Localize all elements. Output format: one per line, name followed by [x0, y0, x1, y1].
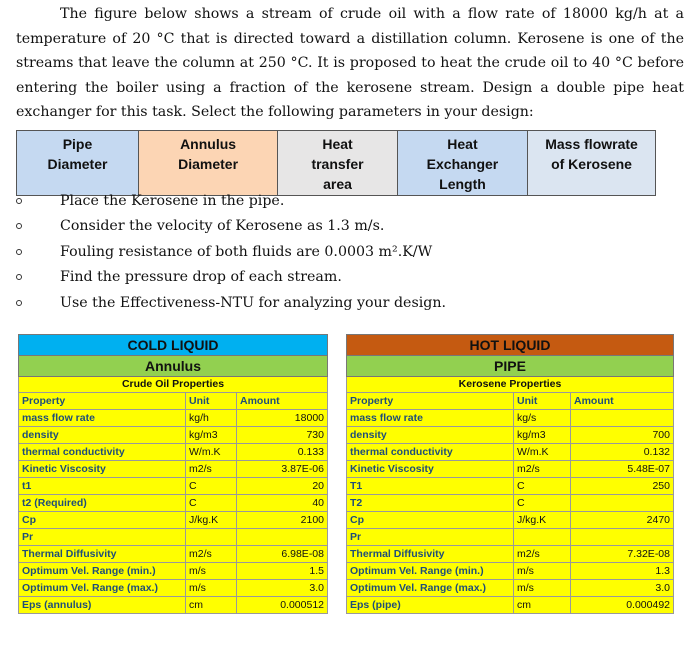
- table-row: [19, 410, 328, 427]
- cell-amount: 3.0: [237, 580, 328, 597]
- cell-property: density: [19, 427, 186, 444]
- cell-property: Thermal Diffusivity: [347, 546, 514, 563]
- cell-property: mass flow rate: [347, 410, 514, 427]
- table-row: [347, 495, 674, 512]
- cell-property: Kinetic Viscosity: [347, 461, 514, 478]
- header-property: Property: [19, 393, 186, 410]
- cell-unit: C: [514, 495, 571, 512]
- param-line: Diameter: [178, 156, 239, 172]
- cell-unit: J/kg.K: [514, 512, 571, 529]
- header-amount: Amount: [237, 393, 328, 410]
- param-heat-transfer-area: [278, 131, 398, 196]
- list-item-text: Consider the velocity of Kerosene as 1.3 m/s.: [60, 218, 385, 235]
- param-annulus-diameter: [139, 131, 278, 196]
- param-line: Length: [439, 176, 486, 192]
- problem-text: The figure below shows a stream of crude oil with a flow rate of 18000 kg/h at a temperature of 20 °C that is directed toward a distillation column. Kerosene is one of the streams that leave the column at 250 °C. It is proposed to heat the crude oil to 40 °C before entering the boiler using a fraction of the kerosene stream. Design a double pipe heat exchanger for this task. Select the following parameters in your design:: [16, 6, 684, 121]
- cold-props-heading: Crude Oil Properties: [19, 377, 328, 393]
- cell-property: mass flow rate: [19, 410, 186, 427]
- param-line: Exchanger: [426, 156, 499, 172]
- list-item: [16, 191, 686, 216]
- instructions-list: [16, 191, 686, 318]
- hot-props-heading: Kerosene Properties: [347, 377, 674, 393]
- cell-property: Thermal Diffusivity: [19, 546, 186, 563]
- cell-property: density: [347, 427, 514, 444]
- cell-unit: C: [186, 495, 237, 512]
- cell-property: Cp: [19, 512, 186, 529]
- bullet-icon: [16, 249, 22, 255]
- list-item: [16, 216, 686, 241]
- list-item-text: Place the Kerosene in the pipe.: [60, 193, 285, 209]
- header-unit: Unit: [514, 393, 571, 410]
- table-row: [347, 478, 674, 495]
- bullet-icon: [16, 300, 22, 306]
- param-line: Pipe: [62, 136, 93, 152]
- cell-property: T1: [347, 478, 514, 495]
- table-row: [19, 580, 328, 597]
- param-line: area: [323, 176, 352, 192]
- table-row: [19, 444, 328, 461]
- cell-property: Optimum Vel. Range (max.): [347, 580, 514, 597]
- cell-amount: 2100: [237, 512, 328, 529]
- list-item: [16, 242, 686, 267]
- cell-property: Optimum Vel. Range (min.): [19, 563, 186, 580]
- cell-unit: cm: [514, 597, 571, 614]
- table-row: [19, 427, 328, 444]
- cell-unit: m2/s: [514, 461, 571, 478]
- cell-unit: C: [186, 478, 237, 495]
- header-property: Property: [347, 393, 514, 410]
- table-row: [347, 529, 674, 546]
- cell-amount: [571, 529, 674, 546]
- table-row: [19, 478, 328, 495]
- cell-unit: W/m.K: [514, 444, 571, 461]
- cell-amount: 730: [237, 427, 328, 444]
- bullet-icon: [16, 274, 22, 280]
- cell-unit: m2/s: [186, 546, 237, 563]
- cell-unit: [514, 529, 571, 546]
- table-row: [19, 597, 328, 614]
- cell-amount: [571, 410, 674, 427]
- cell-property: Cp: [347, 512, 514, 529]
- param-pipe-diameter: [17, 131, 139, 196]
- cell-unit: m/s: [514, 563, 571, 580]
- table-row: [19, 529, 328, 546]
- param-line: Heat: [447, 136, 478, 152]
- bullet-icon: [16, 223, 22, 229]
- cell-amount: [571, 495, 674, 512]
- cell-property: Pr: [347, 529, 514, 546]
- list-item: [16, 267, 686, 292]
- cell-property: Eps (annulus): [19, 597, 186, 614]
- cell-amount: 700: [571, 427, 674, 444]
- cold-title: COLD LIQUID: [19, 335, 328, 356]
- cell-unit: m/s: [514, 580, 571, 597]
- cell-unit: kg/m3: [514, 427, 571, 444]
- cell-amount: 0.132: [571, 444, 674, 461]
- cell-amount: 20: [237, 478, 328, 495]
- table-row: [347, 546, 674, 563]
- cell-unit: m2/s: [514, 546, 571, 563]
- cell-amount: 40: [237, 495, 328, 512]
- hot-title: HOT LIQUID: [347, 335, 674, 356]
- cell-unit: kg/s: [514, 410, 571, 427]
- cell-unit: m/s: [186, 580, 237, 597]
- cell-amount: [237, 529, 328, 546]
- cell-amount: 1.5: [237, 563, 328, 580]
- cell-amount: 3.87E-06: [237, 461, 328, 478]
- cell-amount: 2470: [571, 512, 674, 529]
- cell-property: Optimum Vel. Range (min.): [347, 563, 514, 580]
- param-line: of Kerosene: [551, 156, 632, 172]
- param-kerosene-flowrate: [528, 131, 656, 196]
- table-row: [19, 495, 328, 512]
- cell-amount: 0.133: [237, 444, 328, 461]
- cell-property: Pr: [19, 529, 186, 546]
- cell-property: T2: [347, 495, 514, 512]
- cell-unit: kg/m3: [186, 427, 237, 444]
- table-row: [347, 410, 674, 427]
- list-item-text: Use the Effectiveness-NTU for analyzing your design.: [60, 294, 446, 311]
- table-row: [19, 512, 328, 529]
- param-line: Heat: [322, 136, 353, 152]
- cell-property: thermal conductivity: [19, 444, 186, 461]
- header-amount: Amount: [571, 393, 674, 410]
- cell-amount: 0.000512: [237, 597, 328, 614]
- problem-statement: [16, 2, 684, 125]
- cell-property: Kinetic Viscosity: [19, 461, 186, 478]
- cell-property: Eps (pipe): [347, 597, 514, 614]
- cold-subtitle: Annulus: [19, 356, 328, 377]
- cell-amount: 3.0: [571, 580, 674, 597]
- table-row: [19, 461, 328, 478]
- list-item-text: Find the pressure drop of each stream.: [60, 269, 342, 286]
- cell-property: Optimum Vel. Range (max.): [19, 580, 186, 597]
- header-unit: Unit: [186, 393, 237, 410]
- table-row: [19, 546, 328, 563]
- table-row: [347, 597, 674, 614]
- cell-property: thermal conductivity: [347, 444, 514, 461]
- cell-amount: 6.98E-08: [237, 546, 328, 563]
- cell-unit: m2/s: [186, 461, 237, 478]
- cell-amount: 1.3: [571, 563, 674, 580]
- hot-liquid-table: [346, 334, 674, 614]
- table-row: [19, 563, 328, 580]
- param-line: Diameter: [47, 156, 108, 172]
- param-line: transfer: [311, 156, 364, 172]
- list-item-text: Fouling resistance of both fluids are 0.0003 m².K/W: [60, 243, 433, 260]
- design-parameters-table: [16, 130, 656, 196]
- table-row: [347, 444, 674, 461]
- param-exchanger-length: [397, 131, 527, 196]
- cell-amount: 18000: [237, 410, 328, 427]
- cell-unit: C: [514, 478, 571, 495]
- table-row: [347, 461, 674, 478]
- cell-unit: W/m.K: [186, 444, 237, 461]
- table-row: [347, 580, 674, 597]
- table-row: [347, 427, 674, 444]
- table-row: [347, 563, 674, 580]
- cell-unit: cm: [186, 597, 237, 614]
- cell-amount: 5.48E-07: [571, 461, 674, 478]
- cell-amount: 7.32E-08: [571, 546, 674, 563]
- param-line: Mass flowrate: [545, 136, 638, 152]
- cell-unit: [186, 529, 237, 546]
- cold-liquid-table: [18, 334, 328, 614]
- param-line: Annulus: [180, 136, 237, 152]
- cell-unit: kg/h: [186, 410, 237, 427]
- cell-amount: 250: [571, 478, 674, 495]
- hot-subtitle: PIPE: [347, 356, 674, 377]
- bullet-icon: [16, 198, 22, 204]
- cell-unit: J/kg.K: [186, 512, 237, 529]
- cell-amount: 0.000492: [571, 597, 674, 614]
- table-row: [347, 512, 674, 529]
- list-item: [16, 293, 686, 318]
- cell-property: t2 (Required): [19, 495, 186, 512]
- cell-property: t1: [19, 478, 186, 495]
- cell-unit: m/s: [186, 563, 237, 580]
